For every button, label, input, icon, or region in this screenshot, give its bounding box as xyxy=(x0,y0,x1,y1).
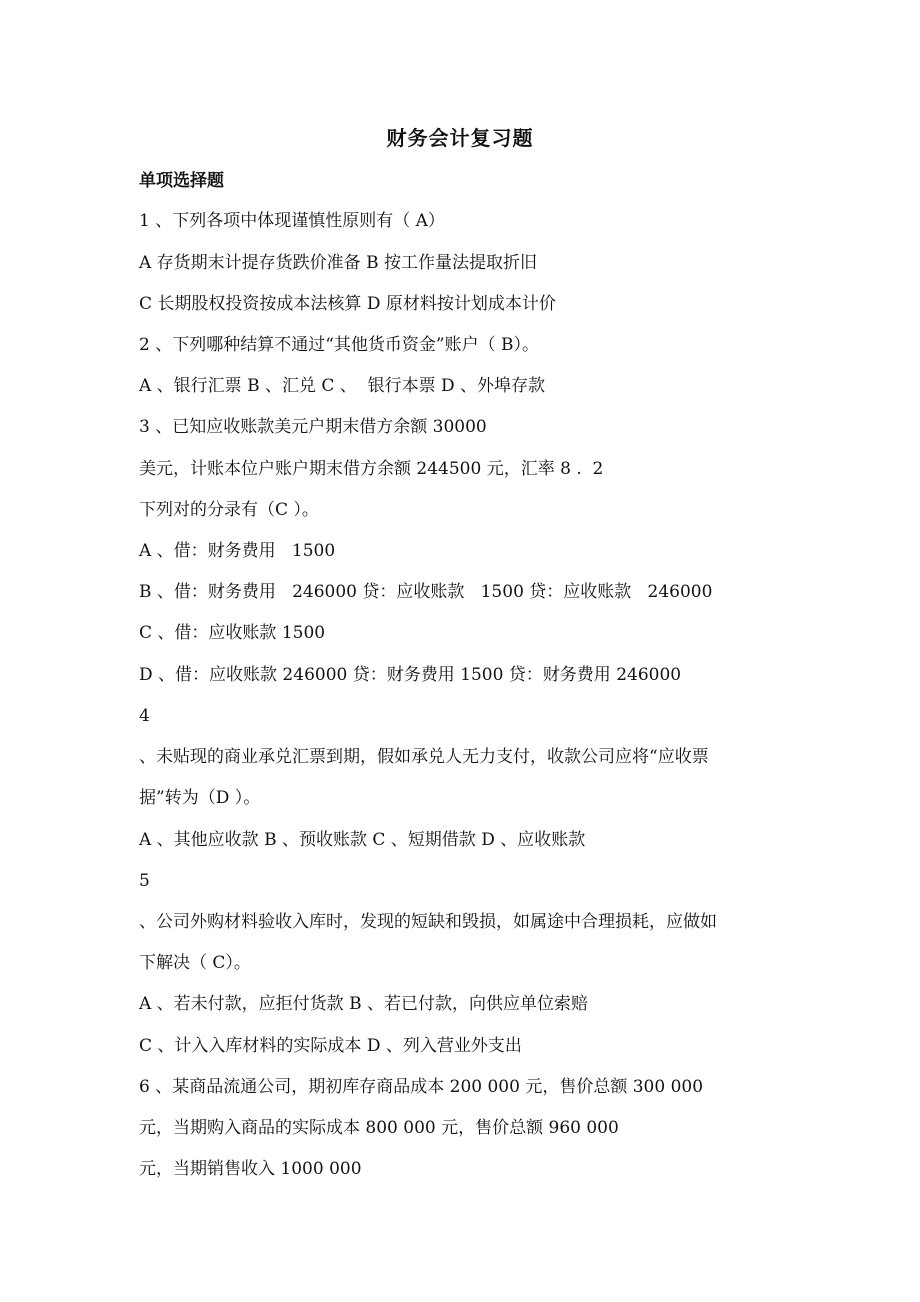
question-2-stem: 2 、下列哪种结算不通过“其他货币资金”账户（ B）。 xyxy=(139,335,539,355)
question-5-stem-line-2: 下解决（ C）。 xyxy=(139,953,251,973)
question-2-options: A 、银行汇票 B 、汇兑 C 、 银行本票 D 、外埠存款 xyxy=(139,376,546,396)
question-4-stem-line-1: 、未贴现的商业承兑汇票到期，假如承兑人无力支付，收款公司应将“应收票 xyxy=(139,747,709,767)
question-5-stem-line-1: 、公司外购材料验收入库时，发现的短缺和毁损，如属途中合理损耗，应做如 xyxy=(139,912,717,932)
question-1-options-cd: C 长期股权投资按成本法核算 D 原材料按计划成本计价 xyxy=(139,294,556,314)
question-5-options-ab: A 、若未付款，应拒付货款 B 、若已付款，向供应单位索赔 xyxy=(139,994,588,1014)
question-5-options-cd: C 、计入入库材料的实际成本 D 、列入营业外支出 xyxy=(139,1036,522,1056)
question-3-stem-line-2: 美元，计账本位户账户期末借方余额 244500 元，汇率 8 . 2 xyxy=(139,459,604,479)
document-title: 财务会计复习题 xyxy=(386,126,534,150)
question-4-number: 4 xyxy=(139,706,150,726)
question-6-stem-line-3: 元，当期销售收入 1000 000 xyxy=(139,1159,362,1179)
question-4-options: A 、其他应收款 B 、预收账款 C 、短期借款 D 、应收账款 xyxy=(139,830,586,850)
question-3-stem-line-3: 下列对的分录有（C ）。 xyxy=(139,500,319,520)
question-1-stem: 1 、下列各项中体现谨慎性原则有（ A） xyxy=(139,211,445,231)
question-3-option-c: C 、借：应收账款 1500 xyxy=(139,623,326,643)
question-1-options-ab: A 存货期末计提存货跌价准备 B 按工作量法提取折旧 xyxy=(139,253,537,273)
question-3-option-b: B 、借：财务费用 246000 贷：应收账款 1500 贷：应收账款 246000 xyxy=(139,582,713,602)
question-3-option-a: A 、借：财务费用 1500 xyxy=(139,541,336,561)
question-3-stem-line-1: 3 、已知应收账款美元户期末借方余额 30000 xyxy=(139,417,487,437)
question-5-number: 5 xyxy=(139,871,150,891)
question-6-stem-line-2: 元，当期购入商品的实际成本 800 000 元，售价总额 960 000 xyxy=(139,1118,619,1138)
question-6-stem-line-1: 6 、某商品流通公司，期初库存商品成本 200 000 元，售价总额 300 000 xyxy=(139,1077,704,1097)
section-heading: 单项选择题 xyxy=(139,171,224,191)
question-3-option-d: D 、借：应收账款 246000 贷：财务费用 1500 贷：财务费用 246000 xyxy=(139,665,682,685)
question-4-stem-line-2: 据”转为（D ）。 xyxy=(139,788,261,808)
